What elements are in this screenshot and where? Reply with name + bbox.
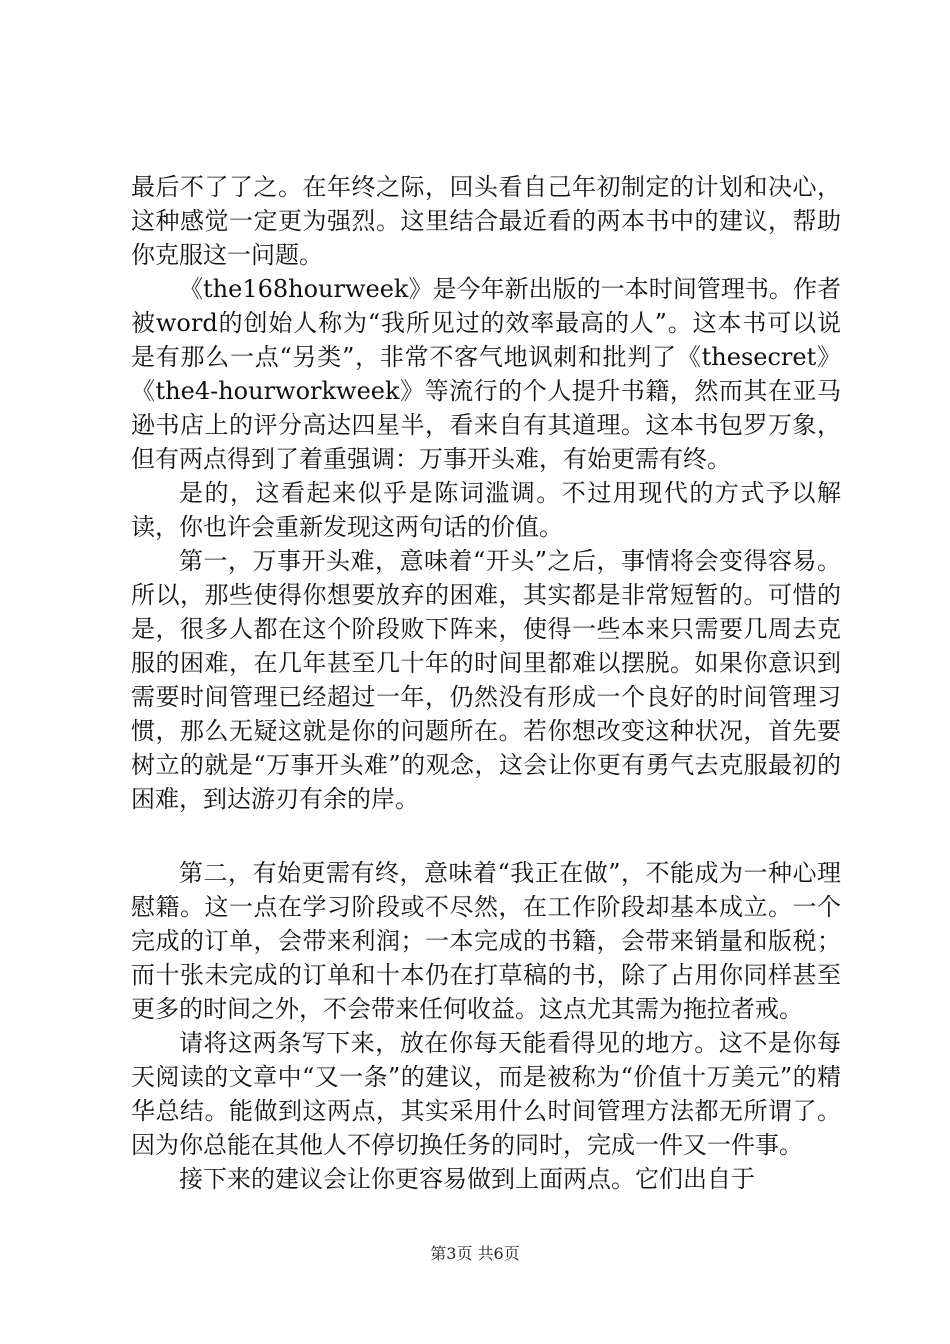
page-number: 第3页 共6页 <box>430 1244 520 1263</box>
document-body <box>131 170 841 1196</box>
paragraph-6: 请将这两条写下来，放在你每天能看得见的地方。这不是你每天阅读的文章中“又一条”的建议，而是被称为“价值十万美元”的精华总结。能做到这两点，其实采用什么时间管理方法都无所谓了。因为你总能在其他人不停切换任务的同时，完成一件又一件事。 <box>131 1029 841 1159</box>
paragraph-4: 第一，万事开头难，意味着“开头”之后，事情将会变得容易。所以，那些使得你想要放弃的困难，其实都是非常短暂的。可惜的是，很多人都在这个阶段败下阵来，使得一些本来只需要几周去克服的困难，在几年甚至几十年的时间里都难以摆脱。如果你意识到需要时间管理已经超过一年，仍然没有形成一个良好的时间管理习惯，那么无疑这就是你的问题所在。若你想改变这种状况，首先要树立的就是“万事开头难”的观念，这会让你更有勇气去克服最初的困难，到达游刃有余的岸。 <box>131 547 841 813</box>
paragraph-7: 接下来的建议会让你更容易做到上面两点。它们出自于 <box>179 1165 755 1193</box>
paragraph-3: 是的，这看起来似乎是陈词滥调。不过用现代的方式予以解读，你也许会重新发现这两句话的价值。 <box>131 479 841 541</box>
paragraph-5: 第二，有始更需有终，意味着“我正在做”，不能成为一种心理慰籍。这一点在学习阶段或不尽然，在工作阶段却基本成立。一个完成的订单，会带来利润；一本完成的书籍，会带来销量和版税；而十张未完成的订单和十本仍在打草稿的书，除了占用你同样甚至更多的时间之外，不会带来任何收益。这点尤其需为拖拉者戒。 <box>131 859 841 1023</box>
paragraph-1: 最后不了了之。在年终之际，回头看自己年初制定的计划和决心，这种感觉一定更为强烈。这里结合最近看的两本书中的建议，帮助你克服这一问题。 <box>131 173 841 269</box>
paragraph-2: 《the168hourweek》是今年新出版的一本时间管理书。作者被word的创始人称为“我所见过的效率最高的人”。这本书可以说是有那么一点“另类”，非常不客气地讽刺和批判了《thesecret》《the4-hourworkweek》等流行的个人提升书籍，然而其在亚马逊书店上的评分高达四星半，看来自有其道理。这本书包罗万象，但有两点得到了着重强调：万事开头难，有始更需有终。 <box>131 275 841 473</box>
page-footer <box>0 1244 950 1264</box>
